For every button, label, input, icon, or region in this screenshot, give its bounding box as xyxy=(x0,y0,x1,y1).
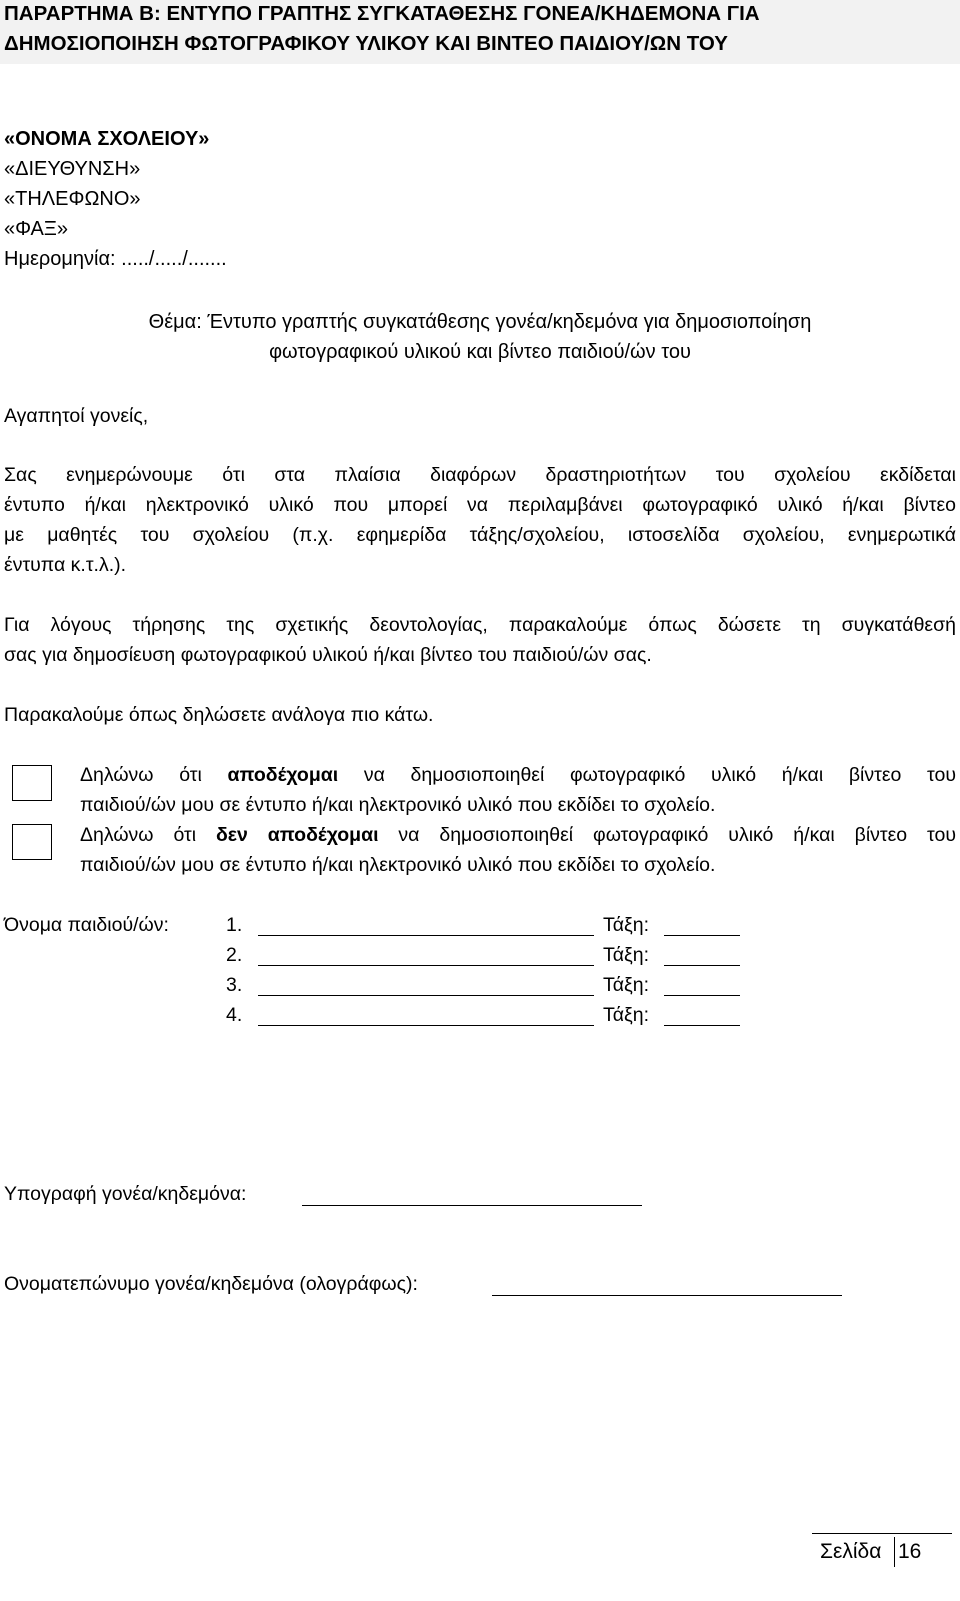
accept-prefix: Δηλώνω ότι xyxy=(80,764,228,786)
child-row-number: 1. xyxy=(226,914,243,936)
class-field-1[interactable] xyxy=(664,935,740,936)
class-field-4[interactable] xyxy=(664,1025,740,1026)
fullname-field[interactable] xyxy=(492,1295,842,1296)
subject-line-2: φωτογραφικού υλικού και βίντεο παιδιού/ών του xyxy=(269,341,691,363)
paragraph-1-line: Σας ενημερώνουμε ότι στα πλαίσια διαφόρων δραστηριοτήτων του σχολείου εκδίδεται xyxy=(4,464,956,486)
accept-option-line-2: παιδιού/ών μου σε έντυπο ή/και ηλεκτρονικό υλικό που εκδίδει το σχολείο. xyxy=(80,794,716,816)
greeting: Αγαπητοί γονείς, xyxy=(4,405,149,427)
accept-checkbox[interactable] xyxy=(12,765,52,801)
decline-suffix: να δημοσιοποιηθεί φωτογραφικό υλικό ή/και βίντεο του xyxy=(378,824,956,846)
child-row-number: 3. xyxy=(226,974,243,996)
class-label: Τάξη: xyxy=(603,1004,650,1026)
page-separator xyxy=(894,1537,895,1567)
decline-option-line-1 xyxy=(80,824,956,847)
signature-label: Υπογραφή γονέα/κηδεμόνα: xyxy=(4,1183,247,1205)
paragraph-1-line: έντυπο ή/και ηλεκτρονικό υλικό που μπορεί να περιλαμβάνει φωτογραφικό υλικό ή/και βίντεο xyxy=(4,494,956,516)
class-field-3[interactable] xyxy=(664,995,740,996)
page-label: Σελίδα xyxy=(820,1540,882,1563)
school-address: «ΔΙΕΥΘΥΝΣΗ» xyxy=(4,158,141,180)
signature-field[interactable] xyxy=(302,1205,642,1206)
subject-line-1: Θέμα: Έντυπο γραπτής συγκατάθεσης γονέα/κηδεμόνα για δημοσιοποίηση xyxy=(148,311,812,333)
child-name-field-3[interactable] xyxy=(258,995,594,996)
child-row-number: 4. xyxy=(226,1004,243,1026)
decline-checkbox[interactable] xyxy=(12,824,52,860)
school-phone: «ΤΗΛΕΦΩΝΟ» xyxy=(4,188,141,210)
children-label: Όνομα παιδιού/ών: xyxy=(4,914,169,936)
decline-prefix: Δηλώνω ότι xyxy=(80,824,216,846)
decline-option-line-2: παιδιού/ών μου σε έντυπο ή/και ηλεκτρονικό υλικό που εκδίδει το σχολείο. xyxy=(80,854,716,876)
class-label: Τάξη: xyxy=(603,974,650,996)
instruction-text: Παρακαλούμε όπως δηλώσετε ανάλογα πιο κάτω. xyxy=(4,704,434,726)
fullname-label: Ονοματεπώνυμο γονέα/κηδεμόνα (ολογράφως): xyxy=(4,1273,418,1295)
document-title-line-2: ΔΗΜΟΣΙΟΠΟΙΗΣΗ ΦΩΤΟΓΡΑΦΙΚΟΥ ΥΛΙΚΟΥ ΚΑΙ ΒΙΝΤΕΟ ΠΑΙΔΙΟΥ/ΩΝ ΤΟΥ xyxy=(4,32,728,55)
class-label: Τάξη: xyxy=(603,944,650,966)
child-row-number: 2. xyxy=(226,944,243,966)
accept-bold: αποδέχομαι xyxy=(227,764,339,786)
paragraph-1-line: έντυπα κ.τ.λ.). xyxy=(4,554,127,576)
page-number: 16 xyxy=(898,1540,922,1563)
accept-option-line-1 xyxy=(80,764,956,787)
decline-bold: δεν αποδέχομαι xyxy=(215,824,379,846)
paragraph-2-line: Για λόγους τήρησης της σχετικής δεοντολογίας, παρακαλούμε όπως δώσετε τη συγκατάθεσή xyxy=(4,614,956,636)
school-fax: «ΦΑΞ» xyxy=(4,218,68,240)
class-field-2[interactable] xyxy=(664,965,740,966)
class-label: Τάξη: xyxy=(603,914,650,936)
child-name-field-2[interactable] xyxy=(258,965,594,966)
paragraph-2-line: σας για δημοσίευση φωτογραφικού υλικού ή/και βίντεο του παιδιού/ών σας. xyxy=(4,644,652,666)
accept-suffix: να δημοσιοποιηθεί φωτογραφικό υλικό ή/και βίντεο του xyxy=(338,764,956,786)
paragraph-1-line: με μαθητές του σχολείου (π.χ. εφημερίδα τάξης/σχολείου, ιστοσελίδα σχολείου, ενημερωτικά xyxy=(4,524,956,546)
child-name-field-1[interactable] xyxy=(258,935,594,936)
footer-rule xyxy=(812,1533,952,1534)
child-name-field-4[interactable] xyxy=(258,1025,594,1026)
school-name: «ΟΝΟΜΑ ΣΧΟΛΕΙΟΥ» xyxy=(4,128,210,150)
date-field: Ημερομηνία: ...../...../....... xyxy=(4,248,227,270)
document-title-line-1: ΠΑΡΑΡΤΗΜΑ Β: ΕΝΤΥΠΟ ΓΡΑΠΤΗΣ ΣΥΓΚΑΤΑΘΕΣΗΣ ΓΟΝΕΑ/ΚΗΔΕΜΟΝΑ ΓΙΑ xyxy=(4,2,760,25)
